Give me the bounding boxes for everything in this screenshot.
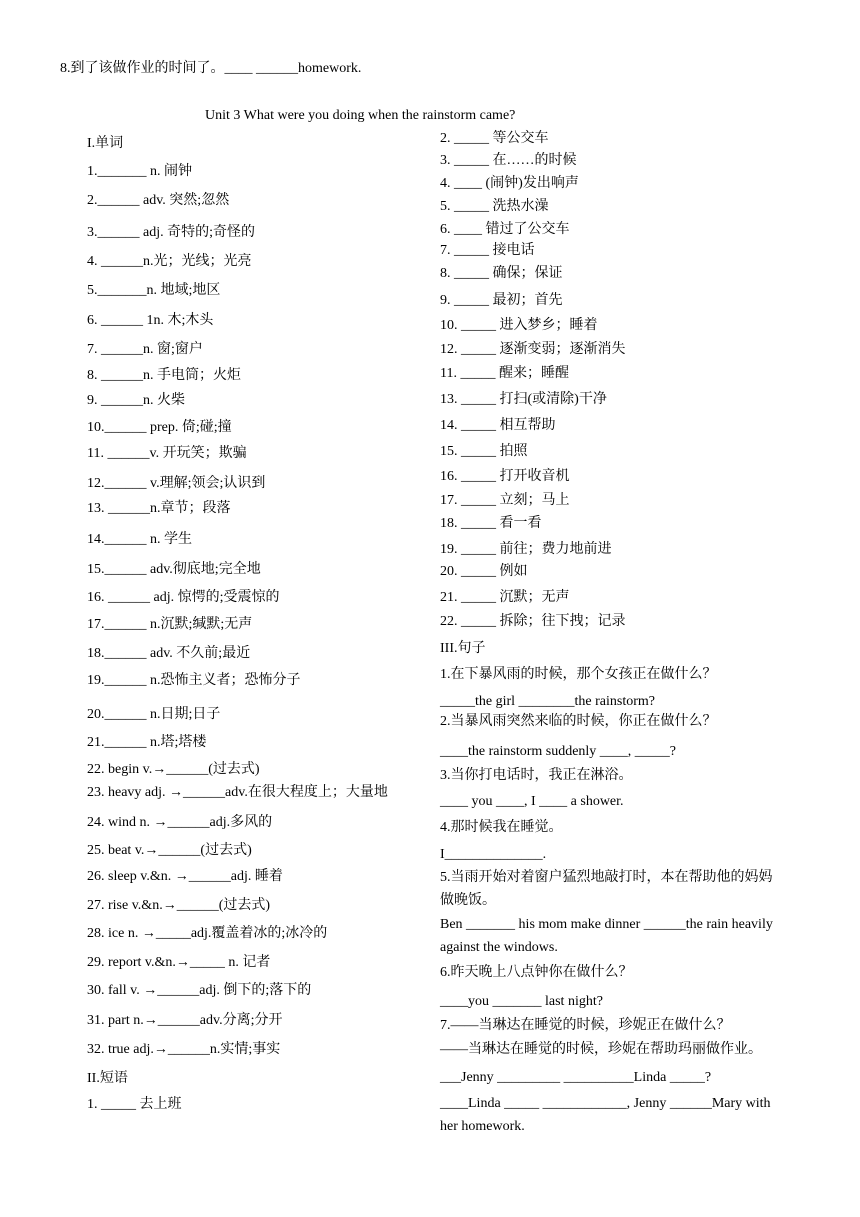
- phrase-item: 19. _____ 前往；费力地前进: [440, 542, 612, 557]
- phrase-item: 5. _____ 洗热水澡: [440, 199, 549, 214]
- word-item: 22. begin v.→______(过去式): [87, 762, 260, 777]
- phrase-item: 7. _____ 接电话: [440, 243, 535, 258]
- sentence-7-english-answer: ____Linda _____ ____________, Jenny ______Mary with her homework.: [440, 1096, 771, 1134]
- phrase-item: 12. _____ 逐渐变弱；逐渐消失: [440, 342, 626, 357]
- top-sentence-line: 8.到了该做作业的时间了。____ ______homework.: [60, 61, 362, 76]
- sentence-3-chinese: 3.当你打电话时，我正在淋浴。: [440, 768, 633, 783]
- phrase-item: 14. _____ 相互帮助: [440, 418, 556, 433]
- phrase-item: 16. _____ 打开收音机: [440, 469, 570, 484]
- phrase-item: 1. _____ 去上班: [87, 1097, 182, 1112]
- word-item: 10.______ prep. 倚;碰;撞: [87, 420, 232, 435]
- phrase-item: 18. _____ 看一看: [440, 516, 542, 531]
- phrase-item: 4. ____ (闹钟)发出响声: [440, 176, 579, 191]
- sentence-3-english: ____ you ____, I ____ a shower.: [440, 794, 624, 809]
- word-item: 25. beat v.→______(过去式): [87, 843, 252, 858]
- phrase-item: 17. _____ 立刻；马上: [440, 493, 570, 508]
- word-item: 13. ______n.章节；段落: [87, 501, 231, 516]
- word-item: 14.______ n. 学生: [87, 532, 192, 547]
- word-item: 9. ______n. 火柴: [87, 393, 185, 408]
- word-item: 15.______ adv.彻底地;完全地: [87, 562, 261, 577]
- word-item: 23. heavy adj. →______adv.在很大程度上；大量地: [87, 785, 388, 800]
- phrase-item: 3. _____ 在……的时候: [440, 153, 577, 168]
- word-item: 29. report v.&n.→_____ n. 记者: [87, 955, 271, 970]
- word-item: 4. ______n.光；光线；光亮: [87, 254, 252, 269]
- phrase-item: 2. _____ 等公交车: [440, 131, 549, 146]
- word-item: 27. rise v.&n.→______(过去式): [87, 898, 271, 913]
- phrase-item: 8. _____ 确保；保证: [440, 266, 563, 281]
- sentence-5-english: Ben _______ his mom make dinner ______the rain heavily against the windows.: [440, 917, 773, 955]
- phrase-item: 10. _____ 进入梦乡；睡着: [440, 318, 598, 333]
- word-item: 26. sleep v.&n. →______adj. 睡着: [87, 869, 283, 884]
- sentence-1-english: _____the girl ________the rainstorm?: [440, 694, 656, 709]
- sentence-4-english: I______________.: [440, 847, 547, 862]
- phrase-item: 13. _____ 打扫(或清除)干净: [440, 392, 607, 407]
- word-item: 31. part n.→______adv.分离;分开: [87, 1013, 283, 1028]
- word-item: 28. ice n. →_____adj.覆盖着冰的;冰冷的: [87, 926, 328, 941]
- word-item: 3.______ adj. 奇特的;奇怪的: [87, 225, 255, 240]
- word-item: 30. fall v. →______adj. 倒下的;落下的: [87, 983, 312, 998]
- word-item: 8. ______n. 手电筒；火炬: [87, 368, 241, 383]
- sentence-5-chinese: 5.当雨开始对着窗户猛烈地敲打时，本在帮助他的妈妈做晚饭。: [440, 870, 773, 908]
- phrase-item: 21. _____ 沉默；无声: [440, 590, 570, 605]
- word-item: 24. wind n. →______adj.多风的: [87, 815, 273, 830]
- phrase-item: 22. _____ 拆除；往下拽；记录: [440, 614, 626, 629]
- word-item: 17.______ n.沉默;缄默;无声: [87, 617, 253, 632]
- section-heading-phrases: II.短语: [87, 1071, 128, 1086]
- word-item: 11. ______v. 开玩笑；欺骗: [87, 446, 247, 461]
- word-item: 5._______n. 地域;地区: [87, 283, 221, 298]
- section-heading-words: I.单词: [87, 136, 124, 151]
- word-item: 2.______ adv. 突然;忽然: [87, 193, 230, 208]
- sentence-2-english: ____the rainstorm suddenly ____, _____?: [440, 744, 677, 759]
- phrase-item: 9. _____ 最初；首先: [440, 293, 563, 308]
- phrase-item: 6. ____ 错过了公交车: [440, 222, 570, 237]
- sentence-6-english: ____you _______ last night?: [440, 994, 603, 1009]
- word-item: 1._______ n. 闹钟: [87, 164, 192, 179]
- word-item: 18.______ adv. 不久前;最近: [87, 646, 251, 661]
- unit-title: Unit 3 What were you doing when the rainstorm came?: [205, 108, 516, 123]
- word-item: 16. ______ adj. 惊愕的;受震惊的: [87, 590, 280, 605]
- sentence-7-chinese-answer: ——当琳达在睡觉的时候，珍妮在帮助玛丽做作业。: [440, 1042, 762, 1057]
- sentence-7-chinese-question: 7.——当琳达在睡觉的时候，珍妮正在做什么？: [440, 1018, 731, 1033]
- phrase-item: 20. _____ 例如: [440, 564, 528, 579]
- word-item: 32. true adj.→______n.实情;事实: [87, 1042, 281, 1057]
- sentence-7-english-question: ___Jenny _________ __________Linda _____?: [440, 1070, 712, 1085]
- sentence-1-chinese: 1.在下暴风雨的时候，那个女孩正在做什么？: [440, 667, 717, 682]
- sentence-6-chinese: 6.昨天晚上八点钟你在做什么？: [440, 965, 633, 980]
- phrase-item: 11. _____ 醒来；睡醒: [440, 366, 569, 381]
- phrase-item: 15. _____ 拍照: [440, 444, 528, 459]
- word-item: 19.______ n.恐怖主义者；恐怖分子: [87, 673, 301, 688]
- sentence-2-chinese: 2.当暴风雨突然来临的时候，你正在做什么？: [440, 714, 717, 729]
- word-item: 6. ______ 1n. 木;木头: [87, 313, 214, 328]
- word-item: 21.______ n.塔;塔楼: [87, 735, 207, 750]
- section-heading-sentences: III.句子: [440, 641, 486, 656]
- word-item: 7. ______n. 窗;窗户: [87, 342, 203, 357]
- word-item: 20.______ n.日期;日子: [87, 707, 221, 722]
- word-item: 12.______ v.理解;领会;认识到: [87, 476, 266, 491]
- sentence-4-chinese: 4.那时候我在睡觉。: [440, 820, 563, 835]
